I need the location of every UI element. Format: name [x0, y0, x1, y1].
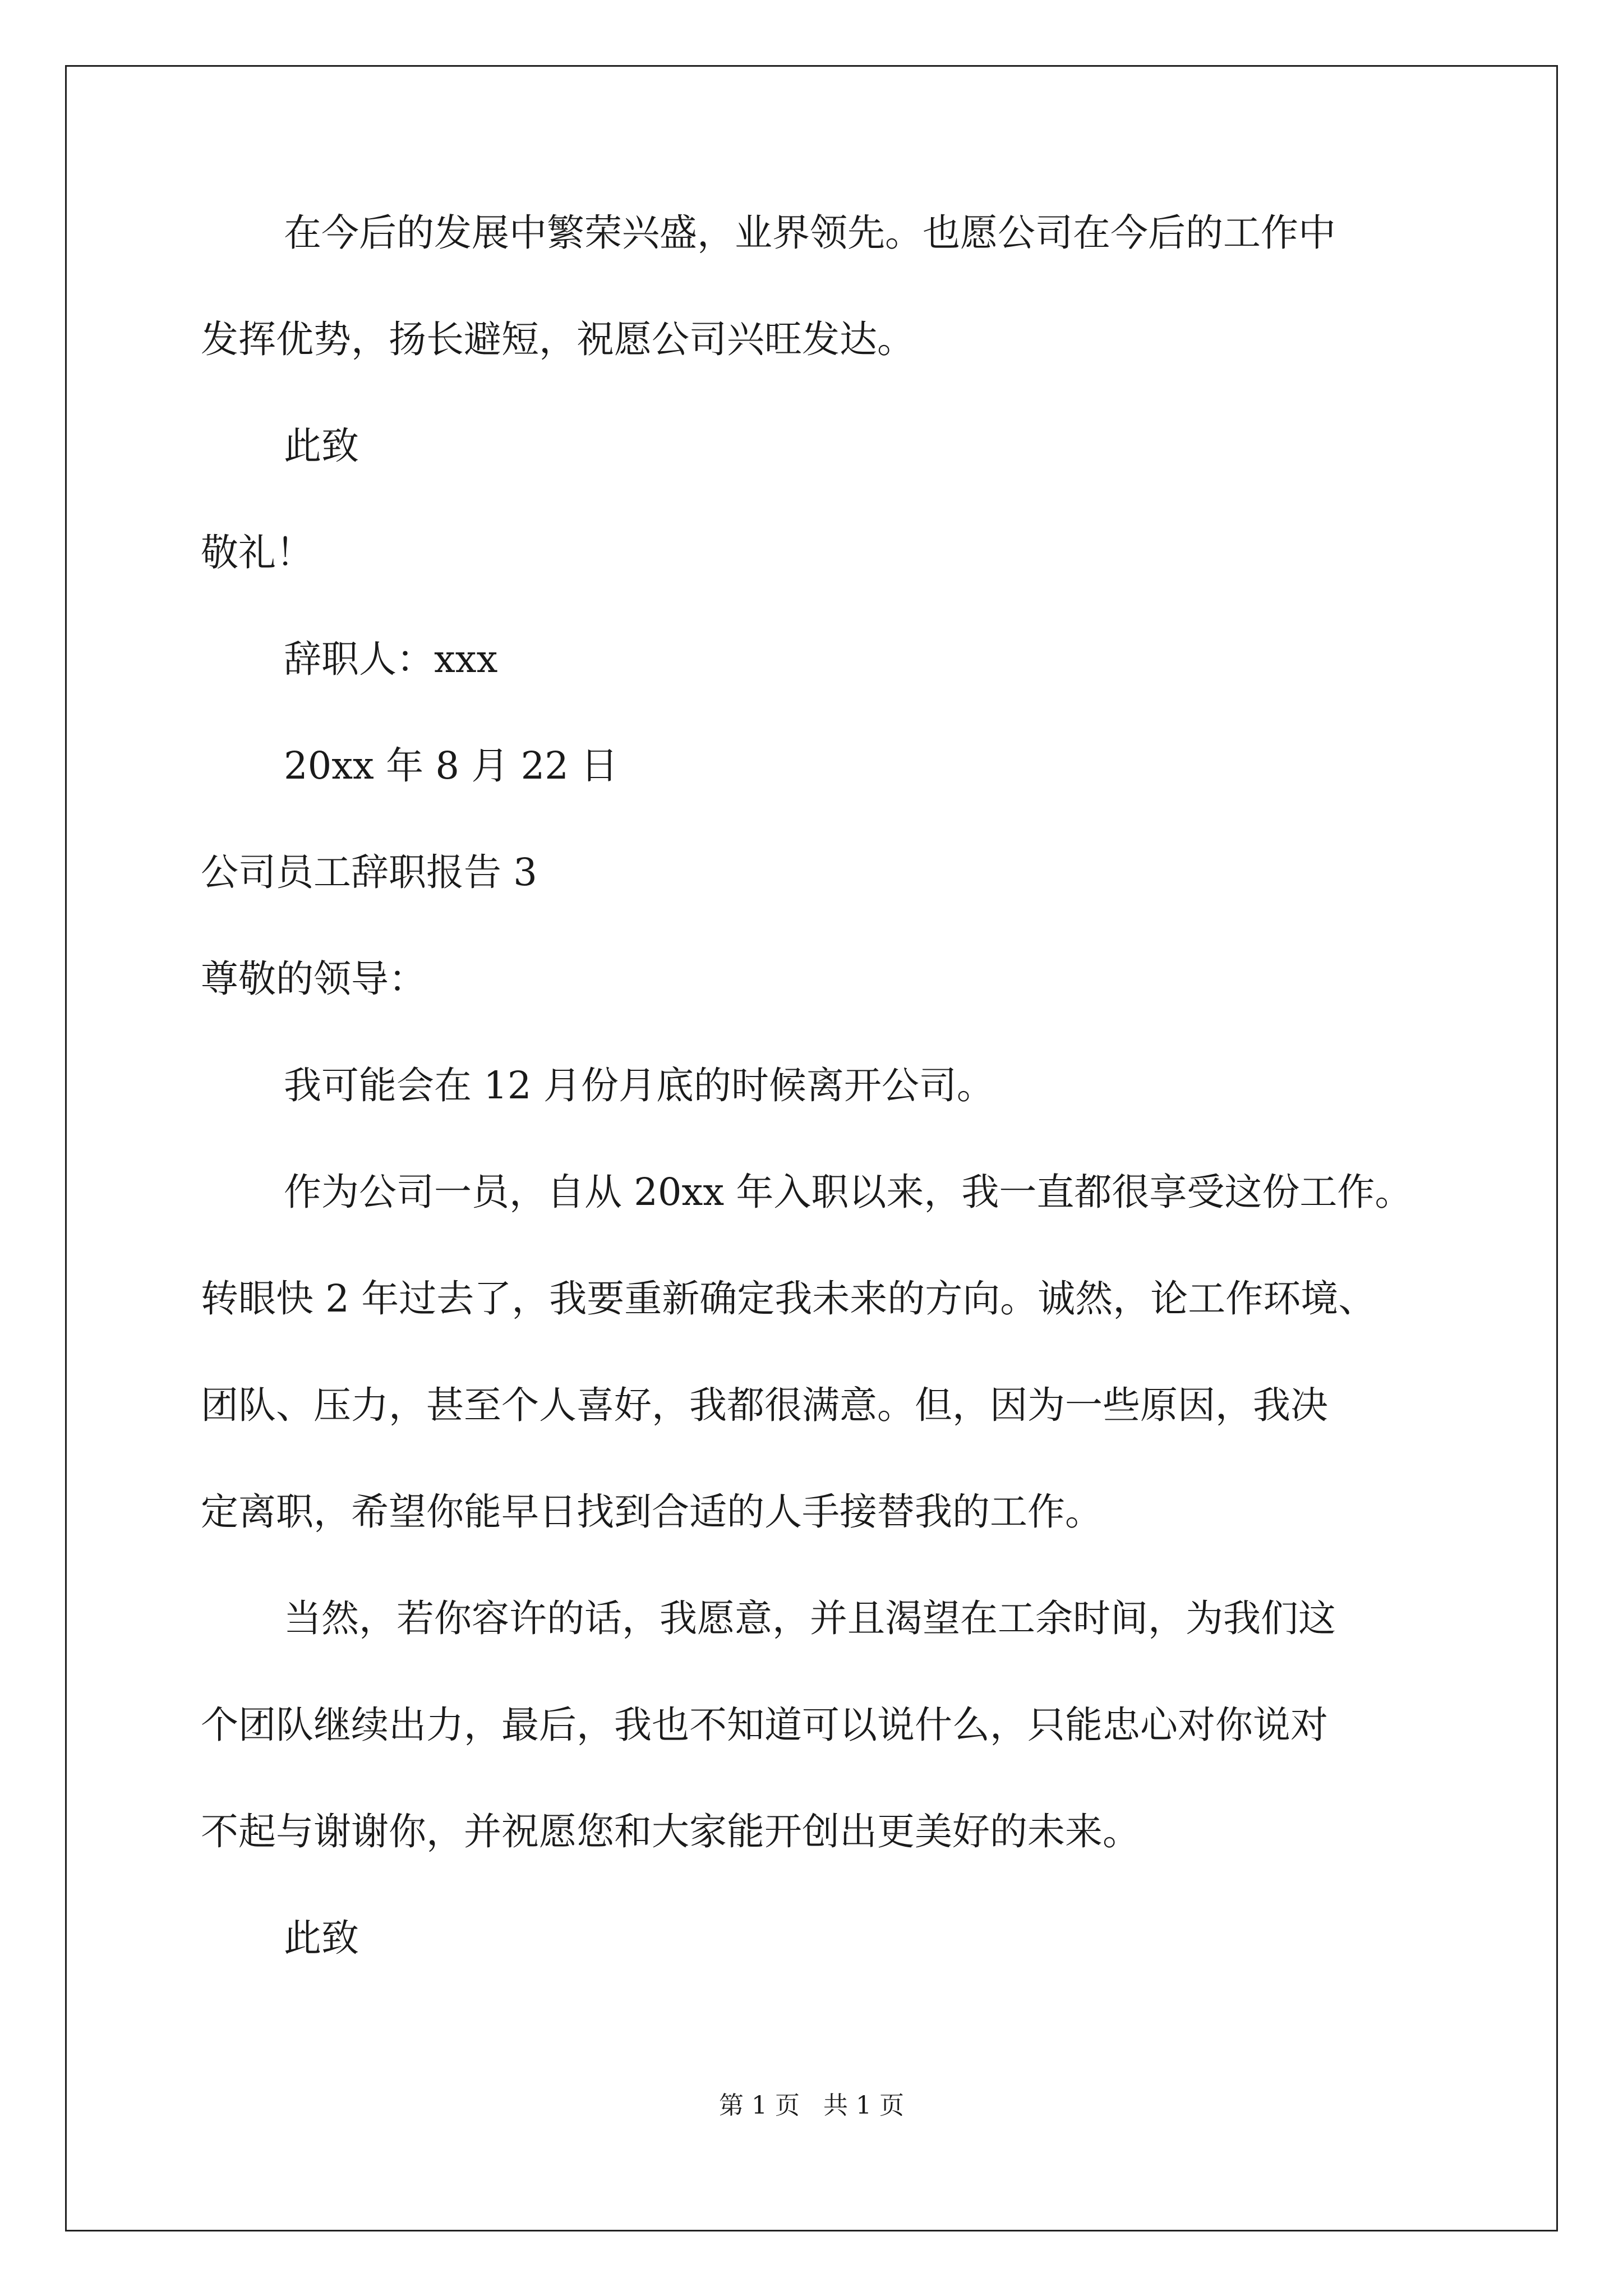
signature-line: 辞职人：xxx: [284, 637, 498, 681]
paragraph-line: 当然，若你容许的话，我愿意，并且渴望在工余时间，为我们这: [284, 1596, 1336, 1640]
closing-salutation: 此致: [284, 424, 359, 468]
greeting: 尊敬的领导：: [201, 957, 426, 1001]
paragraph-line: 转眼快 2 年过去了，我要重新确定我未来的方向。诚然，论工作环境、: [201, 1277, 1376, 1320]
paragraph-line: 团队、压力，甚至个人喜好，我都很满意。但，因为一些原因，我决: [201, 1383, 1328, 1427]
paragraph-line: 发挥优势，扬长避短，祝愿公司兴旺发达。: [201, 318, 915, 361]
page-border: [65, 65, 1558, 2231]
paragraph-line: 我可能会在 12 月份月底的时候离开公司。: [284, 1064, 994, 1107]
page-footer: 第 1 页 共 1 页: [719, 2091, 904, 2120]
paragraph-line: 不起与谢谢你，并祝愿您和大家能开创出更美好的未来。: [201, 1810, 1140, 1853]
section-title: 公司员工辞职报告 3: [201, 850, 537, 894]
closing-regards: 敬礼！: [201, 531, 313, 574]
paragraph-line: 个团队继续出力，最后，我也不知道可以说什么，只能忠心对你说对: [201, 1703, 1328, 1747]
paragraph-line: 作为公司一员，自从 20xx 年入职以来，我一直都很享受这份工作。: [284, 1170, 1413, 1214]
date-line: 20xx 年 8 月 22 日: [284, 744, 619, 788]
paragraph-line: 在今后的发展中繁荣兴盛，业界领先。也愿公司在今后的工作中: [284, 211, 1336, 255]
closing-salutation: 此致: [284, 1916, 359, 1960]
paragraph-line: 定离职，希望你能早日找到合适的人手接替我的工作。: [201, 1490, 1103, 1534]
